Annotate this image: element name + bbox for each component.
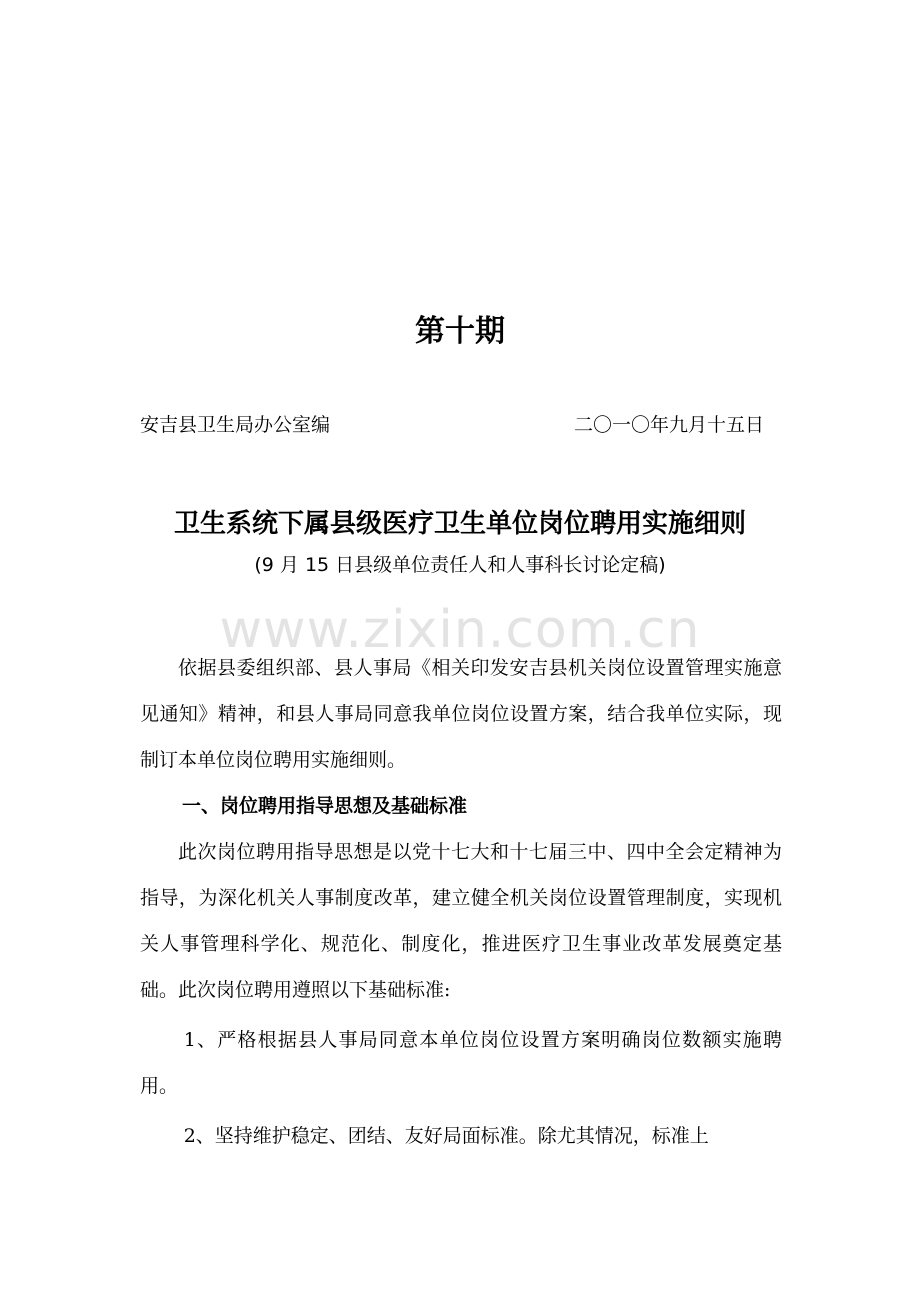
publication-meta: [140, 410, 780, 442]
issue-number: 第十期: [415, 314, 505, 349]
list-item: 1、严格根据县人事局同意本单位岗位设置方案明确岗位数额实施聘用。: [140, 1029, 782, 1097]
publish-date: 二〇一〇年九月十五日: [573, 414, 764, 436]
list-item: 2、坚持维护稳定、团结、友好局面标准。除尤其情况，标准上: [183, 1125, 709, 1147]
document-body: [140, 645, 782, 1159]
section-heading: 一、岗位聘用指导思想及基础标准: [182, 795, 468, 817]
intro-paragraph: 依据县委组织部、县人事局《相关印发安吉县机关岗位设置管理实施意见通知》精神，和县人事局同意我单位岗位设置方案，结合我单位实际，现制订本单位岗位聘用实施细则。: [140, 657, 782, 771]
document-title: 卫生系统下属县级医疗卫生单位岗位聘用实施细则: [173, 509, 746, 539]
editor-label: 安吉县卫生局办公室编: [140, 414, 331, 436]
section-paragraph: 此次岗位聘用指导思想是以党十七大和十七届三中、四中全会定精神为指导，为深化机关人事制度改革，建立健全机关岗位设置管理制度，实现机关人事管理科学化、规范化、制度化，推进医疗卫生事业改革发展奠定基础。此次岗位聘用遵照以下基础标准:: [140, 841, 782, 1001]
watermark: www.zixin.com.cn: [219, 600, 701, 660]
document-subtitle: (9 月 15 日县级单位责任人和人事科长讨论定稿): [254, 554, 666, 576]
